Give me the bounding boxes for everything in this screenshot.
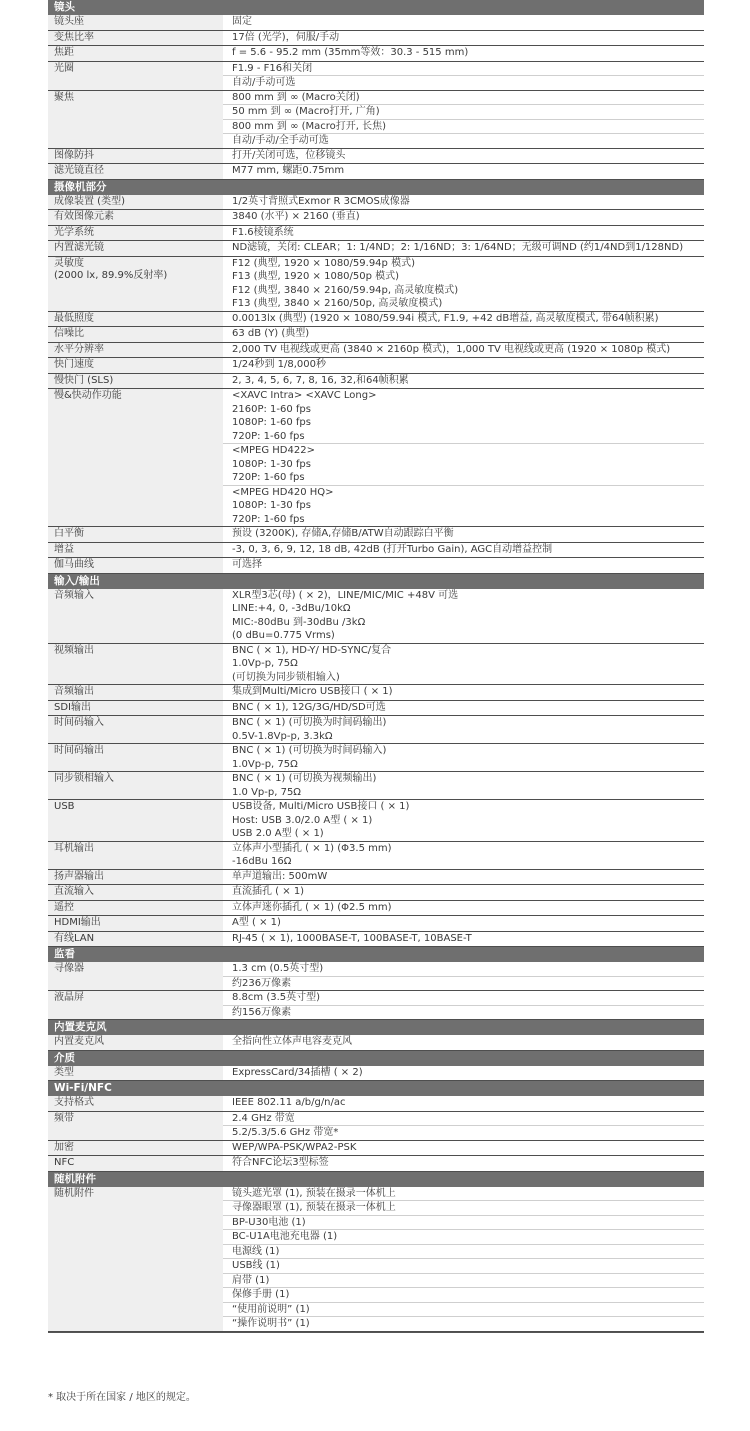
spec-value: 720P: 1-60 fps <box>232 513 305 525</box>
spec-value: 预设 (3200K), 存储A,存储B/ATW自动跟踪白平衡 <box>232 528 454 539</box>
spec-value: “使用前说明” (1) <box>223 1302 704 1317</box>
spec-value: BNC ( × 1) (可切换为视频输出) <box>232 773 377 784</box>
spec-value: <XAVC Intra> <XAVC Long> <box>232 390 377 401</box>
spec-values <box>223 842 704 869</box>
spec-label: 信噪比 <box>48 327 223 342</box>
spec-values <box>223 1187 704 1331</box>
spec-label: 增益 <box>48 543 223 558</box>
spec-label: 焦距 <box>48 46 223 61</box>
spec-value: <MPEG HD420 HQ> <box>223 485 704 500</box>
spec-row <box>48 149 704 165</box>
spec-values <box>223 543 704 558</box>
spec-label: NFC <box>48 1156 223 1171</box>
spec-values <box>223 685 704 700</box>
spec-value: F13 (典型, 3840 × 2160/50p, 高灵敏度模式) <box>232 298 443 309</box>
spec-value: 8.8cm (3.5英寸型) <box>232 992 321 1003</box>
spec-label: 镜头座 <box>48 15 223 30</box>
spec-label: 灵敏度 (2000 lx, 89.9%反射率) <box>48 257 223 311</box>
spec-values <box>223 1096 704 1111</box>
spec-value: 集成到Multi/Micro USB接口 ( × 1) <box>232 686 393 697</box>
spec-value: 符合NFC论坛3型标签 <box>232 1157 329 1168</box>
spec-values <box>223 744 704 771</box>
spec-row <box>48 543 704 559</box>
spec-row <box>48 91 704 149</box>
spec-row <box>48 716 704 744</box>
spec-value: 固定 <box>232 16 252 27</box>
spec-values <box>223 716 704 743</box>
spec-values <box>223 885 704 900</box>
spec-row <box>48 1141 704 1157</box>
section-header: 镜头 <box>48 0 704 15</box>
spec-values <box>223 932 704 947</box>
spec-values <box>223 916 704 931</box>
spec-value: (可切换为同步锁相输入) <box>232 671 340 683</box>
spec-values <box>223 870 704 885</box>
spec-label: 音频输出 <box>48 685 223 700</box>
spec-row <box>48 932 704 948</box>
spec-row <box>48 327 704 343</box>
spec-values <box>223 257 704 311</box>
spec-values <box>223 164 704 179</box>
spec-value: (0 dBu=0.775 Vrms) <box>232 630 335 641</box>
spec-values <box>223 149 704 164</box>
spec-row <box>48 916 704 932</box>
spec-row <box>48 800 704 842</box>
spec-value: 全指向性立体声电容麦克风 <box>232 1036 352 1047</box>
spec-value: RJ-45 ( × 1), 1000BASE-T, 100BASE-T, 10BASE-T <box>232 932 472 944</box>
spec-value: 1.0 Vp-p, 75Ω <box>232 786 301 798</box>
spec-row <box>48 842 704 870</box>
spec-value: 1.0Vp-p, 75Ω <box>232 758 298 770</box>
spec-value: 打开/关闭可选，位移镜头 <box>232 149 346 161</box>
spec-value: F13 (典型, 1920 × 1080/50p 模式) <box>232 271 400 282</box>
spec-values <box>223 1141 704 1156</box>
spec-value: 约156万像素 <box>223 1005 704 1020</box>
spec-value: <MPEG HD422> <box>223 443 704 458</box>
spec-value: 约236万像素 <box>223 976 704 991</box>
spec-values <box>223 901 704 916</box>
spec-label: 慢&快动作功能 <box>48 389 223 526</box>
section-header: 内置麦克风 <box>48 1020 704 1035</box>
spec-row <box>48 1096 704 1112</box>
spec-value: 保修手册 (1) <box>223 1287 704 1302</box>
spec-label: 成像装置 (类型) <box>48 195 223 210</box>
spec-row <box>48 962 704 991</box>
spec-value: 1080P: 1-30 fps <box>232 458 311 470</box>
spec-value: “操作说明书” (1) <box>223 1316 704 1331</box>
spec-values <box>223 62 704 90</box>
spec-row <box>48 1156 704 1172</box>
spec-value: 1/2英寸背照式Exmor R 3CMOS成像器 <box>232 195 410 207</box>
spec-value: -16dBu 16Ω <box>232 856 292 867</box>
spec-value: 自动/手动/全手动可选 <box>223 133 704 148</box>
spec-row <box>48 31 704 47</box>
spec-value: Host: USB 3.0/2.0 A型 ( × 1) <box>232 814 373 826</box>
spec-label: 视频输出 <box>48 644 223 685</box>
spec-value: 800 mm 到 ∞ (Macro关闭) <box>232 91 360 103</box>
spec-values <box>223 527 704 542</box>
spec-values <box>223 31 704 46</box>
spec-values <box>223 241 704 256</box>
spec-row <box>48 226 704 242</box>
spec-values <box>223 195 704 210</box>
spec-row <box>48 46 704 62</box>
spec-label: 光圈 <box>48 62 223 90</box>
spec-value: M77 mm, 螺距0.75mm <box>232 165 345 176</box>
spec-row <box>48 870 704 886</box>
spec-value: 立体声小型插孔 ( × 1) (Φ3.5 mm) <box>232 842 392 854</box>
spec-label: 最低照度 <box>48 312 223 327</box>
spec-label: 耳机输出 <box>48 842 223 869</box>
spec-values <box>223 1112 704 1140</box>
spec-values <box>223 327 704 342</box>
spec-value: 自动/手动可选 <box>223 75 704 90</box>
spec-values <box>223 210 704 225</box>
spec-values <box>223 962 704 990</box>
spec-label: 液晶屏 <box>48 991 223 1019</box>
spec-label: 遥控 <box>48 901 223 916</box>
spec-row <box>48 164 704 180</box>
spec-label: HDMI输出 <box>48 916 223 931</box>
spec-label: 支持格式 <box>48 1096 223 1111</box>
spec-table <box>48 0 704 1333</box>
spec-row <box>48 558 704 574</box>
spec-label: 快门速度 <box>48 358 223 373</box>
spec-label: 伽马曲线 <box>48 558 223 573</box>
spec-label: 时间码输出 <box>48 744 223 771</box>
spec-label: 随机附件 <box>48 1187 223 1331</box>
spec-value: F12 (典型, 3840 × 2160/59.94p, 高灵敏度模式) <box>232 284 459 296</box>
spec-label: 加密 <box>48 1141 223 1156</box>
spec-values <box>223 1066 704 1081</box>
spec-value: 5.2/5.3/5.6 GHz 带宽* <box>223 1125 704 1140</box>
spec-values <box>223 226 704 241</box>
spec-value: USB线 (1) <box>223 1258 704 1273</box>
spec-value: 电源线 (1) <box>223 1244 704 1259</box>
spec-value: F1.6棱镜系统 <box>232 226 294 238</box>
spec-values <box>223 800 704 841</box>
spec-label: 滤光镜直径 <box>48 164 223 179</box>
spec-value: 镜头遮光罩 (1), 预装在摄录一体机上 <box>232 1187 396 1199</box>
spec-values <box>223 46 704 61</box>
spec-values <box>223 701 704 716</box>
spec-label: 音频输入 <box>48 589 223 643</box>
spec-label: 类型 <box>48 1066 223 1081</box>
spec-label: 内置滤光镜 <box>48 241 223 256</box>
spec-value: 1.0Vp-p, 75Ω <box>232 658 298 669</box>
spec-row <box>48 685 704 701</box>
spec-row <box>48 885 704 901</box>
section-header: 输入/输出 <box>48 574 704 589</box>
spec-row <box>48 991 704 1020</box>
spec-value: 50 mm 到 ∞ (Macro打开, 广角) <box>223 104 704 119</box>
spec-values <box>223 772 704 799</box>
spec-row <box>48 312 704 328</box>
spec-value: 立体声迷你插孔 ( × 1) (Φ2.5 mm) <box>232 901 392 913</box>
spec-value: BC-U1A电池充电器 (1) <box>223 1229 704 1244</box>
spec-values <box>223 991 704 1019</box>
spec-label: 有效图像元素 <box>48 210 223 225</box>
spec-values <box>223 589 704 643</box>
spec-row <box>48 195 704 211</box>
spec-label: 寻像器 <box>48 962 223 990</box>
spec-label: 水平分辨率 <box>48 343 223 358</box>
spec-label: 直流输入 <box>48 885 223 900</box>
spec-value: 1.3 cm (0.5英寸型) <box>232 963 324 974</box>
spec-value: -3, 0, 3, 6, 9, 12, 18 dB, 42dB (打开Turbo Gain), AGC自动增益控制 <box>232 543 553 555</box>
spec-value: XLR型3芯(母) ( × 2)，LINE/MIC/MIC +48V 可选 <box>232 589 459 601</box>
spec-value: BNC ( × 1) (可切换为时间码输入) <box>232 745 387 756</box>
spec-values <box>223 15 704 30</box>
spec-row <box>48 744 704 772</box>
spec-label: 图像防抖 <box>48 149 223 164</box>
spec-value: 2.4 GHz 带宽 <box>232 1112 295 1124</box>
spec-label: 时间码输入 <box>48 716 223 743</box>
spec-value: 寻像器眼罩 (1), 预装在摄录一体机上 <box>223 1200 704 1215</box>
spec-values <box>223 343 704 358</box>
section-header: 监看 <box>48 947 704 962</box>
spec-value: 可选择 <box>232 559 262 570</box>
spec-values <box>223 91 704 148</box>
spec-label: 内置麦克风 <box>48 1035 223 1050</box>
spec-value: BNC ( × 1) (可切换为时间码输出) <box>232 717 387 728</box>
section-header: 摄像机部分 <box>48 180 704 195</box>
spec-value: LINE:+4, 0, -3dBu/10kΩ <box>232 603 351 614</box>
spec-label: 白平衡 <box>48 527 223 542</box>
spec-values <box>223 1156 704 1171</box>
spec-value: 3840 (水平) × 2160 (垂直) <box>232 211 360 222</box>
spec-row <box>48 241 704 257</box>
spec-value: 直流插孔 ( × 1) <box>232 886 305 897</box>
spec-values <box>223 644 704 685</box>
section-header: Wi-Fi/NFC <box>48 1081 704 1096</box>
spec-row <box>48 1066 704 1082</box>
spec-value: F1.9 - F16和关闭 <box>232 62 313 74</box>
spec-value: IEEE 802.11 a/b/g/n/ac <box>232 1097 346 1108</box>
spec-value: 2,000 TV 电视线或更高 (3840 × 2160p 模式)，1,000 TV 电视线或更高 (1920 × 1080p 模式) <box>232 343 671 355</box>
footnote: * 取决于所在国家 / 地区的规定。 <box>48 1392 196 1403</box>
spec-values <box>223 558 704 573</box>
spec-value: 0.5V-1.8Vp-p, 3.3kΩ <box>232 730 333 742</box>
spec-row <box>48 343 704 359</box>
spec-label: 光学系统 <box>48 226 223 241</box>
spec-row <box>48 772 704 800</box>
spec-row <box>48 210 704 226</box>
spec-row <box>48 257 704 312</box>
spec-value: USB设备, Multi/Micro USB接口 ( × 1) <box>232 801 410 812</box>
spec-value: f = 5.6 - 95.2 mm (35mm等效：30.3 - 515 mm) <box>232 47 469 58</box>
spec-label: 聚焦 <box>48 91 223 148</box>
spec-row <box>48 701 704 717</box>
spec-value: WEP/WPA-PSK/WPA2-PSK <box>232 1141 357 1153</box>
spec-value: USB 2.0 A型 ( × 1) <box>232 828 324 839</box>
spec-value: 肩带 (1) <box>223 1273 704 1288</box>
spec-label: 同步锁相输入 <box>48 772 223 799</box>
spec-values <box>223 358 704 373</box>
spec-value: 1080P: 1-30 fps <box>232 500 311 511</box>
spec-row <box>48 374 704 390</box>
spec-value: ND滤镜，关闭: CLEAR；1: 1/4ND；2: 1/16ND；3: 1/64ND；无级可调ND (约1/4ND到1/128ND) <box>232 242 684 253</box>
spec-row <box>48 589 704 644</box>
spec-value: 17倍 (光学)，伺服/手动 <box>232 31 340 43</box>
spec-value: BNC ( × 1), HD-Y/ HD-SYNC/复合 <box>232 644 392 656</box>
spec-label: 扬声器输出 <box>48 870 223 885</box>
spec-label: 变焦比率 <box>48 31 223 46</box>
section-header: 介质 <box>48 1051 704 1066</box>
spec-value: ExpressCard/34插槽 ( × 2) <box>232 1066 363 1078</box>
spec-values <box>223 389 704 526</box>
spec-row <box>48 1187 704 1332</box>
spec-value: 单声道输出: 500mW <box>232 870 328 882</box>
spec-value: 0.0013lx (典型) (1920 × 1080/59.94i 模式, F1.9, +42 dB增益, 高灵敏度模式, 带64帧积累) <box>232 312 659 324</box>
spec-row <box>48 527 704 543</box>
spec-row <box>48 1035 704 1051</box>
spec-row <box>48 644 704 686</box>
spec-value: 1080P: 1-60 fps <box>232 417 311 428</box>
section-header: 随机附件 <box>48 1172 704 1187</box>
spec-value: A型 ( × 1) <box>232 917 281 928</box>
spec-row <box>48 901 704 917</box>
spec-value: 2, 3, 4, 5, 6, 7, 8, 16, 32,和64帧积累 <box>232 374 409 386</box>
spec-row <box>48 1112 704 1141</box>
spec-value: MIC:-80dBu 到-30dBu /3kΩ <box>232 616 366 628</box>
spec-row <box>48 358 704 374</box>
spec-values <box>223 1035 704 1050</box>
spec-label: 慢快门 (SLS) <box>48 374 223 389</box>
spec-label: USB <box>48 800 223 841</box>
spec-row <box>48 389 704 527</box>
spec-value: F12 (典型, 1920 × 1080/59.94p 模式) <box>232 257 415 269</box>
spec-value: BP-U30电池 (1) <box>223 1215 704 1230</box>
spec-value: 2160P: 1-60 fps <box>232 403 311 415</box>
spec-value: BNC ( × 1), 12G/3G/HD/SD可选 <box>232 701 386 713</box>
spec-value: 720P: 1-60 fps <box>232 430 305 442</box>
spec-value: 720P: 1-60 fps <box>232 472 305 483</box>
spec-value: 800 mm 到 ∞ (Macro打开, 长焦) <box>223 119 704 134</box>
spec-value: 63 dB (Y) (典型) <box>232 328 310 339</box>
spec-label: 有线LAN <box>48 932 223 947</box>
spec-values <box>223 374 704 389</box>
spec-value: 1/24秒到 1/8,000秒 <box>232 359 326 370</box>
spec-label: SDI输出 <box>48 701 223 716</box>
spec-row <box>48 62 704 91</box>
spec-values <box>223 312 704 327</box>
spec-row <box>48 15 704 31</box>
spec-label: 频带 <box>48 1112 223 1140</box>
